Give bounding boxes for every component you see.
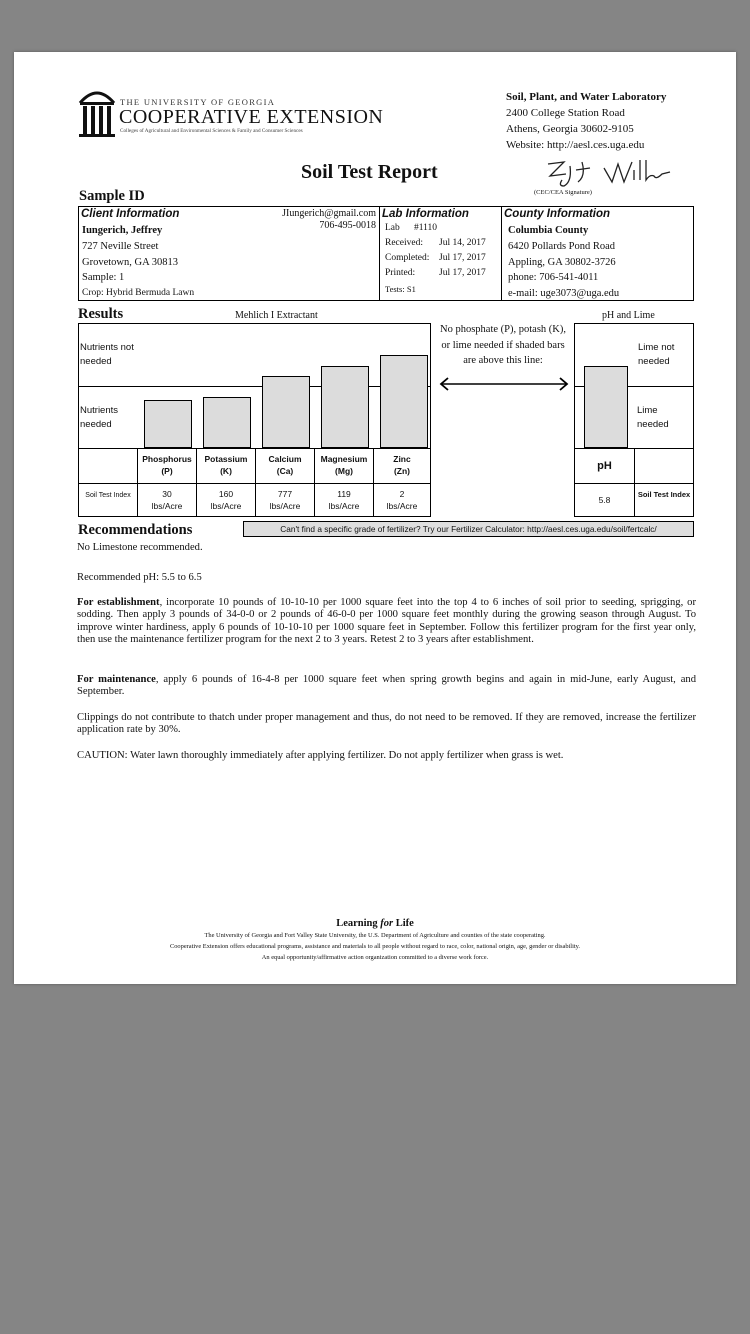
lab-address-city: Athens, Georgia 30602-9105 — [506, 123, 634, 135]
received-date: Jul 14, 2017 — [439, 238, 486, 248]
header-potassium — [196, 448, 256, 484]
phosphorus-unit: lbs/Acre — [151, 501, 183, 511]
client-crop: Crop: Hybrid Bermuda Lawn — [82, 288, 195, 298]
header-calcium-name: Calcium — [268, 454, 302, 464]
extension-name: COOPERATIVE EXTENSION — [119, 106, 384, 128]
signature-label: (CEC/CEA Signature) — [534, 189, 592, 196]
header-zinc-name: Zinc — [393, 454, 411, 464]
learning-for-life — [14, 918, 736, 929]
ph-header: pH — [574, 448, 635, 484]
lab-website: Website: http://aesl.ces.uga.edu — [506, 139, 645, 151]
header-phosphorus — [137, 448, 197, 484]
client-email: JIungerich@gmail.com — [282, 208, 376, 219]
county-info-box — [501, 206, 694, 301]
printed-label: Printed: — [385, 268, 416, 278]
header-magnesium-name: Magnesium — [320, 454, 368, 464]
phosphorus-value: 30 — [162, 489, 172, 499]
printed-date: Jul 17, 2017 — [439, 268, 486, 278]
header-zinc-symbol: (Zn) — [393, 466, 411, 476]
ph-soil-test-index — [634, 483, 694, 517]
county-phone: phone: 706-541-4011 — [508, 272, 599, 283]
completed-label: Completed: — [385, 253, 430, 263]
results-heading: Results — [78, 306, 124, 322]
zinc-unit: lbs/Acre — [386, 501, 418, 511]
county-name: Columbia County — [508, 225, 589, 236]
value-zinc — [373, 483, 431, 517]
maintenance-paragraph — [77, 674, 696, 699]
potassium-value: 160 — [218, 489, 234, 499]
header-phosphorus-name: Phosphorus — [142, 454, 192, 464]
calcium-bar — [262, 376, 310, 448]
nutrients-needed-label: Nutrients needed — [80, 405, 119, 430]
header-calcium — [255, 448, 315, 484]
county-street: 6420 Pollards Pond Road — [508, 241, 616, 252]
nutrient-chart — [78, 323, 431, 449]
county-city: Appling, GA 30802-3726 — [508, 257, 616, 268]
client-sample: Sample: 1 — [82, 272, 125, 283]
ph-lime-heading: pH and Lime — [602, 310, 655, 321]
county-email: e-mail: uge3073@uga.edu — [508, 288, 620, 299]
lime-needed-label: Lime needed — [637, 405, 669, 430]
magnesium-unit: lbs/Acre — [328, 501, 360, 511]
extractant-label: Mehlich I Extractant — [235, 310, 318, 321]
double-arrow-icon — [438, 377, 570, 391]
colleges-name: Colleges of Agricultural and Environmental Sciences & Family and Consumer Sciences — [120, 128, 303, 134]
footer-line-3: An equal opportunity/affirmative action organization committed to a diverse work force. — [261, 954, 489, 961]
establishment-text: , incorporate 10 pounds of 10-10-10 per 1000 square feet into the top 4 to 6 inches of soil prior to seeding, sprigging, or sodding. Then apply 3 pounds of 34-0-0 or 2 pounds of 46-0-0 per 1000 square feet monthly during the growing season through August. To improve winter hardiness, apply 6 pounds of 10-10-10 per 1000 square feet in September. Follow this fertilizer program for the first year only, then use the maintenance fertilizer program for the next 2 to 3 years. Retest 2 to 3 years after establishment. — [77, 597, 696, 645]
client-info-box — [78, 206, 380, 301]
value-phosphorus — [137, 483, 197, 517]
phosphorus-bar — [144, 400, 192, 448]
maintenance-text: , apply 6 pounds of 16-4-8 per 1000 square feet when spring growth begins and again in mid-June, early August, and September. — [77, 674, 696, 698]
header-potassium-name: Potassium — [204, 454, 248, 464]
ph-bar — [584, 366, 628, 448]
client-heading: Client Information — [81, 208, 180, 220]
table-corner — [78, 448, 138, 484]
lab-number: #1110 — [414, 223, 438, 233]
magnesium-value: 119 — [337, 489, 351, 499]
value-potassium — [196, 483, 256, 517]
fertilizer-calculator-note: Can't find a specific grade of fertilizer? Try our Fertilizer Calculator: http://aesl.ces.uga.edu/soil/fertcalc/ — [243, 521, 694, 537]
report-page — [14, 52, 736, 984]
lab-address-street: 2400 College Station Road — [506, 107, 625, 119]
learning-word: Learning — [336, 918, 378, 929]
lime-not-needed-text: Lime not needed — [638, 342, 675, 367]
footer-line-1: The University of Georgia and Fort Valley State University, the U.S. Department of Agriculture and counties of the state cooperating. — [204, 932, 546, 939]
client-name: Iungerich, Jeffrey — [82, 225, 163, 236]
header-magnesium — [314, 448, 374, 484]
establishment-paragraph — [77, 597, 696, 646]
arch-logo-icon — [78, 85, 116, 139]
header-potassium-symbol: (K) — [220, 466, 232, 476]
header-calcium-symbol: (Ca) — [276, 466, 294, 476]
client-phone: 706-495-0018 — [319, 220, 376, 231]
completed-date: Jul 17, 2017 — [439, 253, 486, 263]
magnesium-bar — [321, 366, 369, 448]
ph-value: 5.8 — [574, 483, 635, 517]
ph-soil-test-index-text: Soil Test Index — [637, 490, 691, 499]
potassium-unit: lbs/Acre — [210, 501, 242, 511]
soil-test-index-label — [78, 483, 138, 517]
header-zinc — [373, 448, 431, 484]
footer-line-2: Cooperative Extension offers educational programs, assistance and materials to all people without regard to race, color, national origin, age, gender or disability. — [169, 943, 581, 950]
calcium-value: 777 — [277, 489, 293, 499]
clippings-paragraph: Clippings do not contribute to thatch under proper management and thus, do not need to be removed. If they are removed, increase the fertilizer application rate by 30%. — [77, 712, 696, 736]
value-calcium — [255, 483, 315, 517]
value-magnesium — [314, 483, 374, 517]
recommended-ph: Recommended pH: 5.5 to 6.5 — [77, 572, 202, 583]
for-word: for — [380, 918, 394, 929]
lab-number-label: Lab — [385, 223, 400, 233]
header-phosphorus-symbol: (P) — [161, 466, 173, 476]
limestone-text: No Limestone recommended. — [77, 542, 203, 553]
zinc-bar — [380, 355, 428, 448]
lab-info-box — [379, 206, 502, 301]
report-title: Soil Test Report — [301, 161, 438, 183]
establishment-label: For establishment — [77, 597, 160, 608]
threshold-note: No phosphate (P), potash (K), or lime needed if shaded bars are above this line: — [440, 324, 566, 366]
header-magnesium-symbol: (Mg) — [335, 466, 353, 476]
life-word: Life — [395, 918, 414, 929]
client-city: Grovetown, GA 30813 — [82, 257, 178, 268]
sample-id-label: Sample ID — [79, 188, 145, 204]
university-name: THE UNIVERSITY OF GEORGIA — [120, 97, 276, 107]
zinc-value: 2 — [399, 489, 405, 499]
threshold-line — [79, 386, 430, 387]
ph-header-blank — [634, 448, 694, 484]
county-heading: County Information — [504, 208, 611, 220]
lime-not-needed-label — [637, 341, 695, 369]
caution-paragraph: CAUTION: Water lawn thoroughly immediately after applying fertilizer. Do not apply fertilizer when grass is wet. — [77, 750, 564, 761]
calcium-unit: lbs/Acre — [269, 501, 301, 511]
received-label: Received: — [385, 238, 423, 248]
nutrients-not-needed-label: Nutrients not needed — [80, 342, 134, 367]
recommendations-heading: Recommendations — [78, 522, 193, 538]
client-street: 727 Neville Street — [82, 241, 159, 252]
potassium-bar — [203, 397, 251, 448]
soil-test-index-text: Soil Test Index — [85, 492, 131, 499]
maintenance-label: For maintenance — [77, 674, 156, 685]
lab-info-heading: Lab Information — [382, 208, 469, 220]
ph-chart — [574, 323, 694, 449]
signature-icon — [542, 156, 678, 190]
tests-label: Tests: S1 — [385, 284, 416, 294]
lab-name: Soil, Plant, and Water Laboratory — [506, 91, 667, 103]
